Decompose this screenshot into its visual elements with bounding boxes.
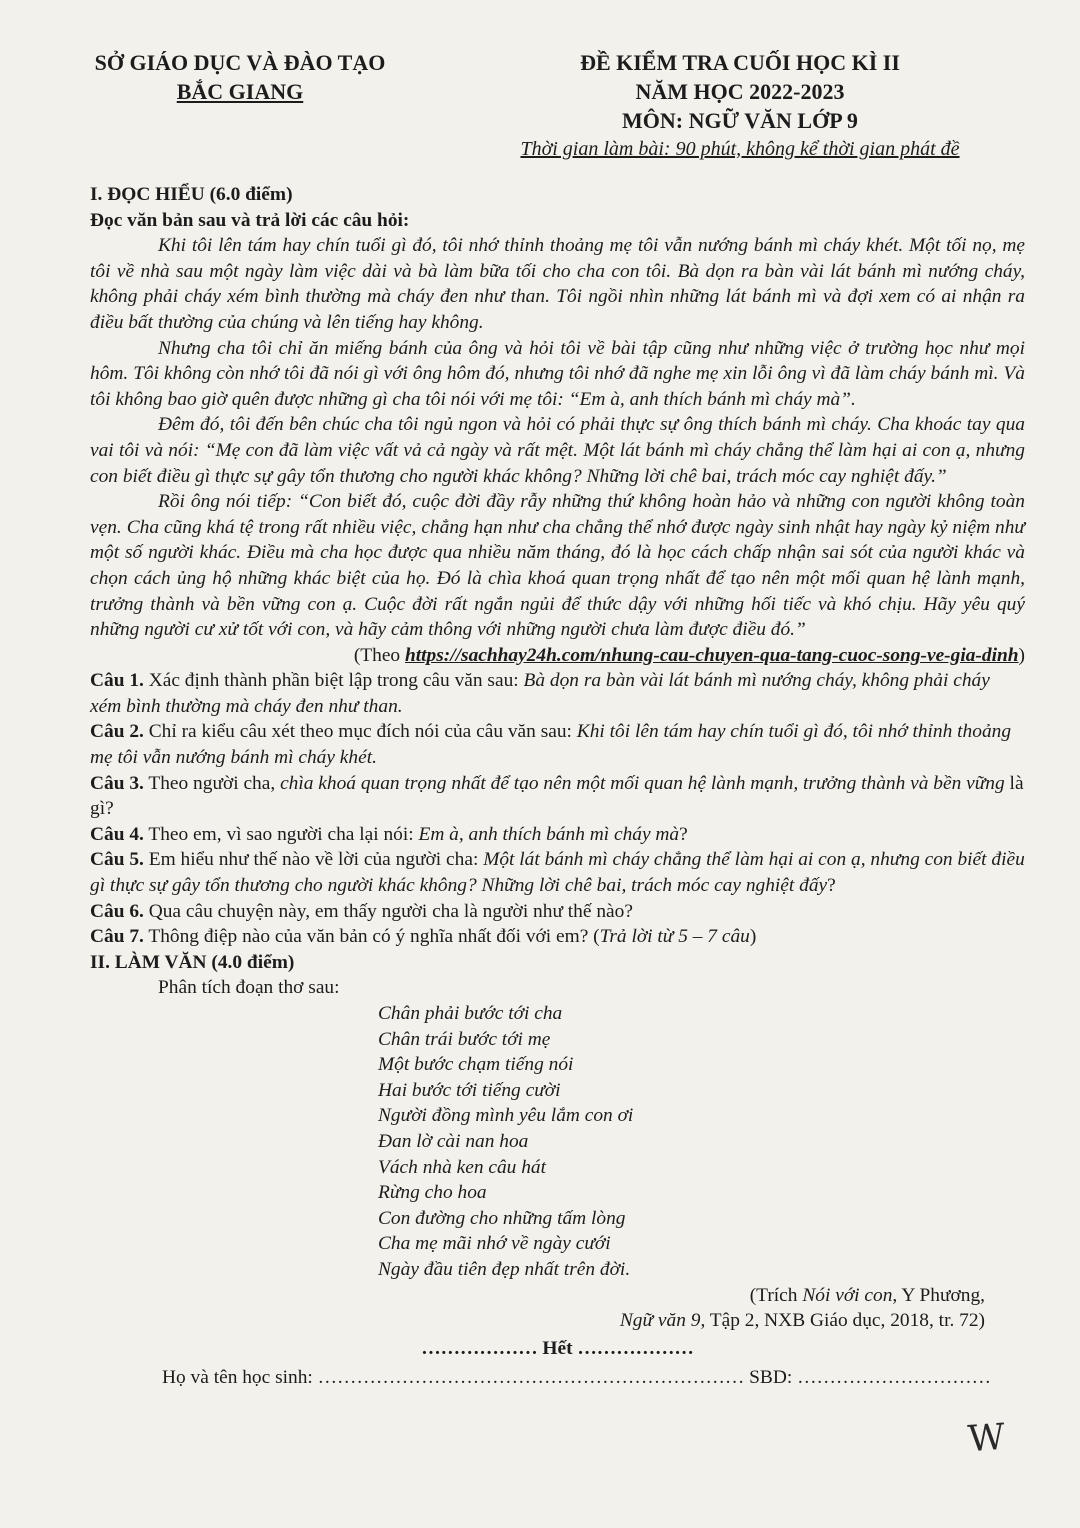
student-name-label: Họ và tên học sinh: [162,1367,313,1389]
time-note: Thời gian làm bài: 90 phút, không kể thời gian phát đề [520,138,960,160]
exam-body [90,182,1025,1391]
section2-prompt: Phân tích đoạn thơ sau: [158,977,340,999]
poem-line: Cha mẹ mãi nhớ về ngày cưới [378,1233,611,1255]
passage-paragraph: Nhưng cha tôi chỉ ăn miếng bánh của ông và hỏi tôi về bài tập cũng như những việc ở trường học như mọi hôm. Tôi không còn nhớ tôi đã nói gì với ông hôm đó, nhưng tôi nhớ đã nghe mẹ xin lỗi ông vì đã làm cháy bánh mì. Và tôi không bao giờ quên được những gì cha tôi nói với mẹ tôi: “Em à, anh thích bánh mì cháy mà”. [90,337,1025,410]
question-7: Câu 7. Thông điệp nào của văn bản có ý nghĩa nhất đối với em? (Trả lời từ 5 – 7 câu) [90,926,757,948]
poem-line: Đan lờ cài nan hoa [378,1130,529,1152]
section1-instruction: Đọc văn bản sau và trả lời các câu hỏi: [90,209,410,231]
poem-line: Chân trái bước tới mẹ [378,1028,551,1050]
poem-line: Rừng cho hoa [378,1182,487,1204]
school-year: NĂM HỌC 2022-2023 [635,79,845,104]
poem-citation-line1: (Trích Nói với con, Y Phương, [749,1284,985,1306]
province-name: BẮC GIANG [176,79,304,104]
subject: MÔN: NGỮ VĂN LỚP 9 [622,108,858,133]
exam-header [440,48,1040,164]
poem-line: Hai bước tới tiếng cười [378,1079,561,1101]
poem-line: Người đồng mình yêu lắm con ơi [378,1105,634,1127]
poem [90,1001,1025,1283]
end-marker: ……………… Hết ……………… [421,1337,694,1359]
student-info-line [90,1365,1025,1391]
passage-paragraph: Khi tôi lên tám hay chín tuổi gì đó, tôi nhớ thỉnh thoảng mẹ tôi vẫn nướng bánh mì cháy khét. Một tối nọ, mẹ tôi về nhà sau một ngày làm việc dài và bà làm bữa tối cho cha con tôi. Bà dọn ra bàn vài lát bánh mì nướng cháy, không phải cháy xém bình thường mà cháy đen như than. Tôi ngồi nhìn những lát bánh mì và đợi xem có ai nhận ra điều bất thường của chúng và lên tiếng hay không. [90,235,1025,333]
poem-line: Vách nhà ken câu hát [378,1156,547,1178]
passage-paragraph: Đêm đó, tôi đến bên chúc cha tôi ngủ ngon và hỏi có phải thực sự ông thích bánh mì cháy. Cha khoác tay qua vai tôi và nói: “Mẹ con đã làm việc vất vả cả ngày và rất mệt. Một lát bánh mì cháy chẳng thể làm hại ai con ạ, nhưng con biết điều gì thực sự gây tổn thương cho người khác không? Những lời chê bai, trách móc cay nghiệt đấy.” [90,414,1025,487]
department-name: SỞ GIÁO DỤC VÀ ĐÀO TẠO [94,50,386,75]
poem-line: Con đường cho những tấm lòng [378,1207,626,1229]
question-4: Câu 4. Theo em, vì sao người cha lại nói: Em à, anh thích bánh mì cháy mà? [90,823,688,845]
question-1: Câu 1. Xác định thành phần biệt lập trong câu văn sau: Bà dọn ra bàn vài lát bánh mì nướng cháy, không phải cháy xém bình thường mà cháy đen như than. [90,670,990,717]
question-6: Câu 6. Qua câu chuyện này, em thấy người cha là người như thế nào? [90,900,633,922]
poem-line: Chân phải bước tới cha [378,1003,563,1024]
exam-title: ĐỀ KIỂM TRA CUỐI HỌC KÌ II [580,50,900,75]
sbd-field[interactable]: ………………………… [797,1367,991,1389]
question-5: Câu 5. Em hiểu như thế nào về lời của người cha: Một lát bánh mì cháy chẳng thể làm hại ai con ạ, nhưng con biết điều gì thực sự gây tổn thương cho người khác không? Những lời chê bai, trách móc cay nghiệt đấy? [90,849,1025,897]
poem-line: Một bước chạm tiếng nói [378,1054,574,1076]
poem-citation-line2: Ngữ văn 9, Tập 2, NXB Giáo dục, 2018, tr. 72) [619,1310,985,1332]
passage-paragraph: Rồi ông nói tiếp: “Con biết đó, cuộc đời đầy rẫy những thứ không hoàn hảo và những con người không toàn vẹn. Cha cũng khá tệ trong rất nhiều việc, chẳng hạn như cha chẳng thể nhớ được ngày sinh nhật hay ngày kỷ niệm như một số người khác. Điều mà cha học được qua nhiều năm tháng, đó là học cách chấp nhận sai sót của người khác và chọn cách ủng hộ những khác biệt của họ. Đó là chìa khoá quan trọng nhất để tạo nên một mối quan hệ lành mạnh, trưởng thành và bền vững con ạ. Cuộc đời rất ngắn ngủi để thức dậy với những hối tiếc và khó chịu. Hãy yêu quý những người cư xử tốt với con, và hãy cảm thông với những người chưa làm được điều đó.” [90,491,1025,641]
department-header [60,48,420,106]
question-2: Câu 2. Chỉ ra kiểu câu xét theo mục đích nói của câu văn sau: Khi tôi lên tám hay chín tuổi gì đó, tôi nhớ thỉnh thoảng mẹ tôi vẫn nướng bánh mì cháy khét. [90,721,1012,769]
poem-line: Ngày đầu tiên đẹp nhất trên đời. [378,1258,631,1280]
passage-source: (Theo https://sachhay24h.com/nhung-cau-chuyen-qua-tang-cuoc-song-ve-gia-dinh) [353,644,1025,666]
sbd-label: SBD: [749,1367,793,1389]
section1-title: I. ĐỌC HIỂU (6.0 điểm) [90,184,293,205]
handwritten-mark: W [966,1416,1007,1461]
source-link[interactable]: https://sachhay24h.com/nhung-cau-chuyen-qua-tang-cuoc-song-ve-gia-dinh [404,644,1019,666]
student-name-field[interactable]: ………………………………………………………… [317,1367,745,1389]
section2-title: II. LÀM VĂN (4.0 điểm) [90,951,295,973]
question-3: Câu 3. Theo người cha, chìa khoá quan trọng nhất để tạo nên một mối quan hệ lành mạnh, trưởng thành và bền vững là gì? [90,772,1024,820]
